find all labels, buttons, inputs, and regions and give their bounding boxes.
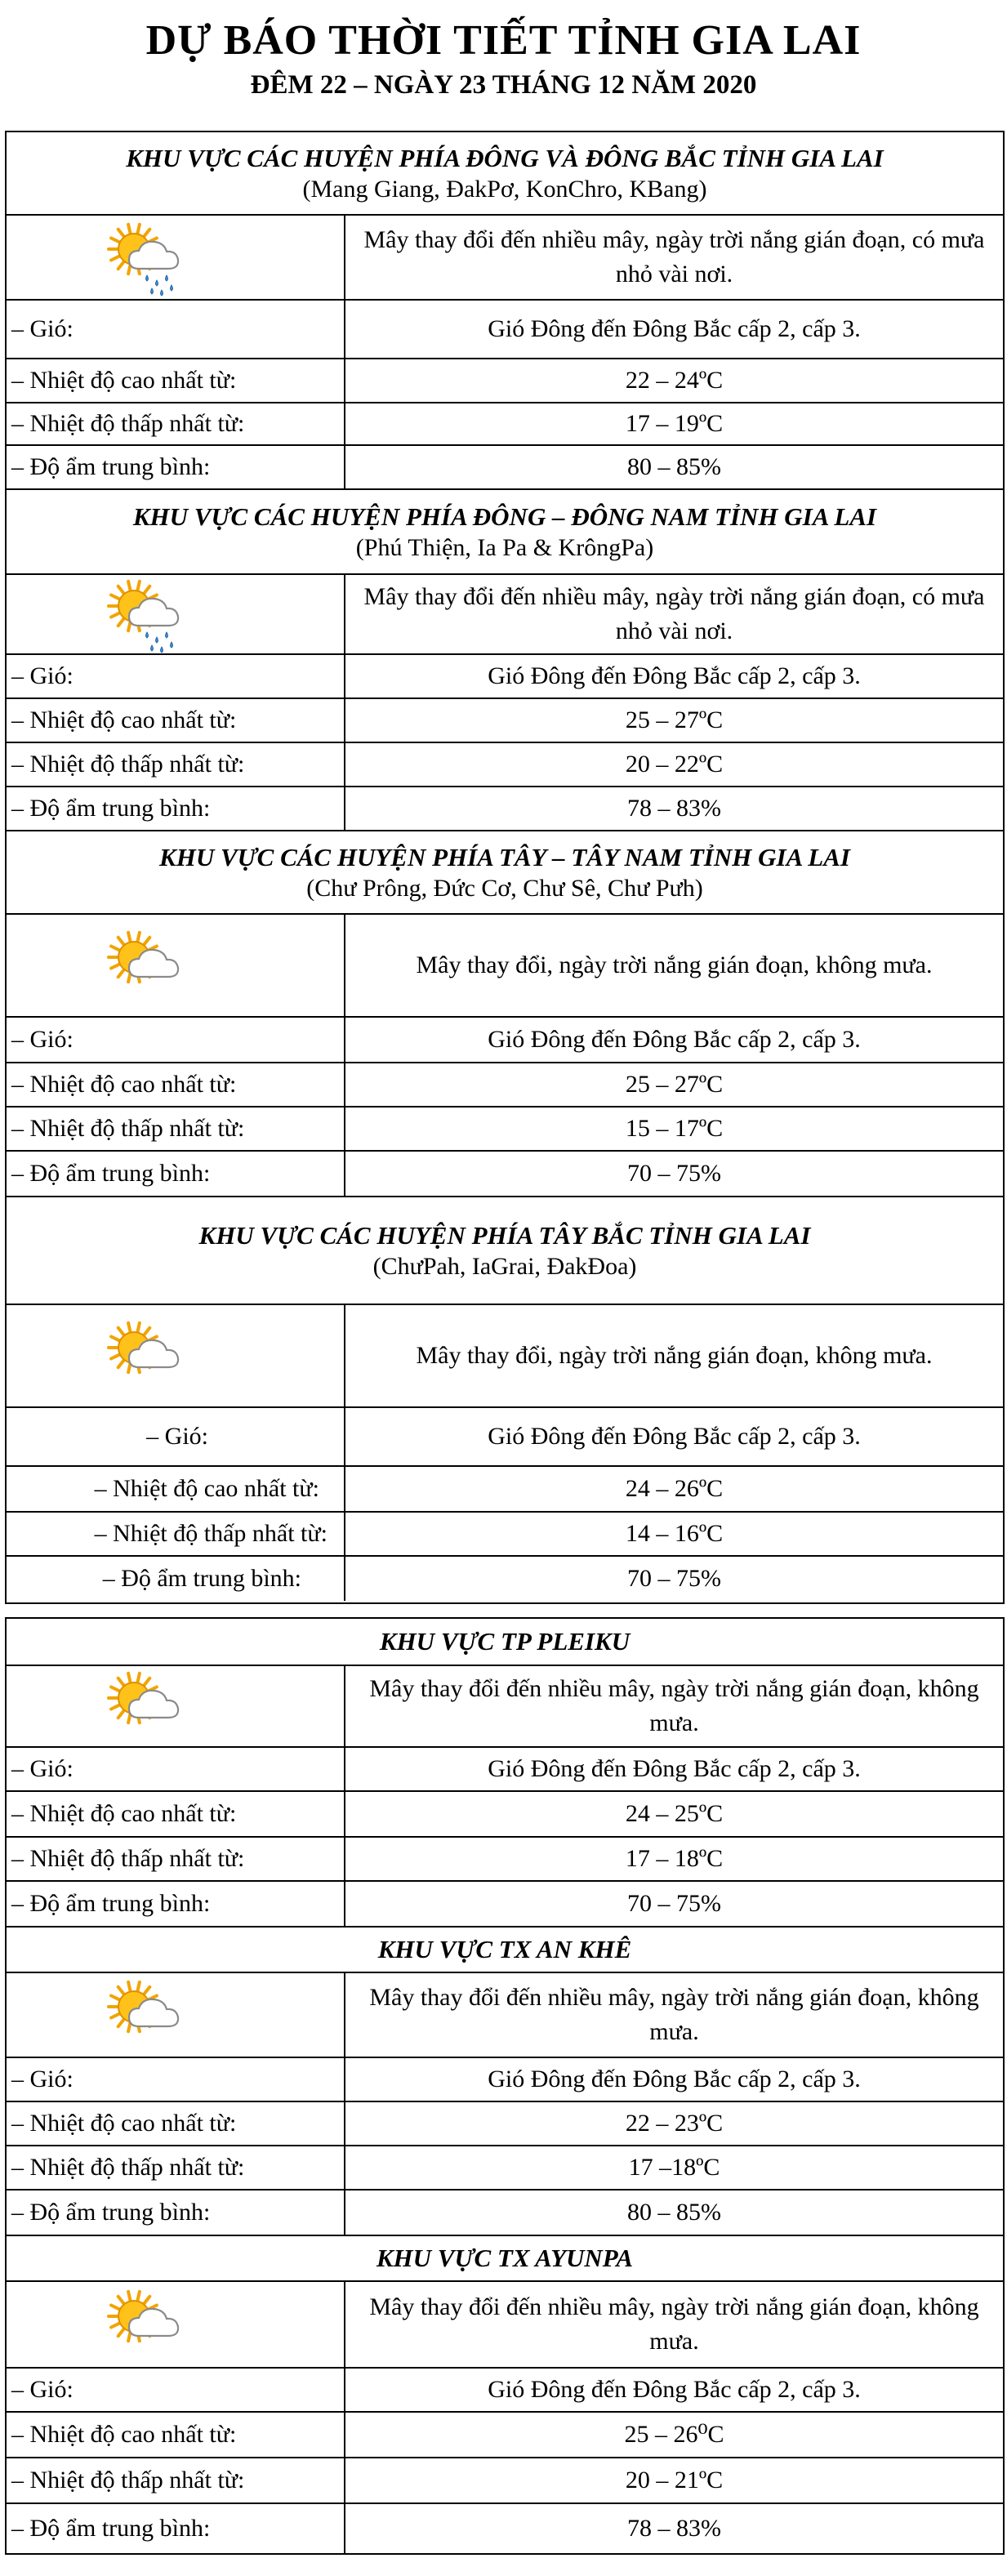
humidity-label: – Độ ẩm trung bình: [7, 1557, 345, 1601]
max-temp-label: – Nhiệt độ cao nhất từ: [7, 1063, 345, 1106]
region-districts: (ChưPah, IaGrai, ĐakĐoa) [372, 1253, 637, 1280]
wind-row [7, 655, 1003, 699]
wind-value: Gió Đông đến Đông Bắc cấp 2, cấp 3. [488, 2066, 861, 2092]
weather-description: Mây thay đổi đến nhiều mây, ngày trời nắng gián đoạn, không mưa. [369, 2293, 979, 2355]
sun-cloud-icon [106, 926, 196, 1005]
min-temp-label: – Nhiệt độ thấp nhất từ: [7, 2458, 345, 2502]
region-header [7, 1928, 1003, 1973]
wind-label: – Gió: [7, 2058, 345, 2101]
sun-cloud-rain-icon [106, 575, 196, 653]
min-temp-row [7, 1108, 1003, 1152]
min-temp-value: 20 – 21ºC [625, 2467, 724, 2494]
wind-value: Gió Đông đến Đông Bắc cấp 2, cấp 3. [488, 315, 861, 342]
max-temp-row [7, 1467, 1003, 1513]
humidity-label: – Độ ẩm trung bình: [7, 787, 345, 830]
max-temp-label: – Nhiệt độ cao nhất từ: [7, 2102, 345, 2145]
region-ayunpa [5, 2235, 1005, 2555]
weather-description: Mây thay đổi đến nhiều mây, ngày trời nắng gián đoạn, có mưa nhỏ vài nơi. [363, 226, 985, 287]
region-title: KHU VỰC CÁC HUYỆN PHÍA TÂY BẮC TỈNH GIA LAI [198, 1221, 811, 1250]
region-districts: (Phú Thiện, Ia Pa & KrôngPa) [355, 534, 654, 561]
weather-row [7, 915, 1003, 1018]
max-temp-row [7, 2102, 1003, 2146]
min-temp-value: 17 –18ºC [628, 2154, 720, 2181]
wind-row [7, 301, 1003, 359]
humidity-label: – Độ ẩm trung bình: [7, 1882, 345, 1926]
humidity-value: 70 – 75% [627, 1890, 721, 1917]
wind-label: – Gió: [7, 1748, 345, 1790]
weather-icon-cell [7, 2282, 345, 2367]
max-temp-label: – Nhiệt độ cao nhất từ: [7, 1467, 345, 1511]
sun-cloud-icon [106, 1667, 196, 1745]
weather-row [7, 1973, 1003, 2058]
weather-icon-cell [7, 575, 345, 653]
weather-row [7, 216, 1003, 301]
region-header [7, 1619, 1003, 1666]
min-temp-value: 14 – 16ºC [625, 1520, 724, 1547]
min-temp-row [7, 2458, 1003, 2504]
sun-cloud-icon [106, 1976, 196, 2054]
min-temp-label: – Nhiệt độ thấp nhất từ: [7, 2146, 345, 2189]
min-temp-label: – Nhiệt độ thấp nhất từ: [7, 743, 345, 786]
max-temp-value: 25 – 26⁰C [624, 2421, 724, 2448]
max-temp-row [7, 1063, 1003, 1108]
min-temp-row [7, 403, 1003, 446]
humidity-value: 78 – 83% [627, 795, 721, 822]
min-temp-label: – Nhiệt độ thấp nhất từ: [7, 1513, 345, 1555]
min-temp-value: 15 – 17ºC [625, 1115, 724, 1142]
region-an-khe [5, 1926, 1005, 2236]
weather-description: Mây thay đổi, ngày trời nắng gián đoạn, không mưa. [416, 952, 933, 978]
max-temp-row [7, 2413, 1003, 2458]
region-header [7, 831, 1003, 915]
humidity-value: 80 – 85% [627, 453, 721, 480]
weather-description: Mây thay đổi đến nhiều mây, ngày trời nắng gián đoạn, không mưa. [369, 1984, 979, 2045]
sun-cloud-icon [106, 2285, 196, 2364]
humidity-value: 80 – 85% [627, 2199, 721, 2226]
weather-icon-cell [7, 1666, 345, 1746]
wind-value: Gió Đông đến Đông Bắc cấp 2, cấp 3. [488, 1423, 861, 1450]
region-title: KHU VỰC TP PLEIKU [379, 1627, 630, 1656]
wind-value: Gió Đông đến Đông Bắc cấp 2, cấp 3. [488, 662, 861, 689]
min-temp-label: – Nhiệt độ thấp nhất từ: [7, 1108, 345, 1150]
region-header [7, 1197, 1003, 1305]
region-title: KHU VỰC CÁC HUYỆN PHÍA ĐÔNG – ĐÔNG NAM TỈNH GIA LAI [132, 502, 877, 531]
region-west-southwest [5, 830, 1005, 1197]
weather-description: Mây thay đổi đến nhiều mây, ngày trời nắng gián đoạn, không mưa. [369, 1675, 979, 1736]
wind-label: – Gió: [7, 655, 345, 697]
region-header [7, 490, 1003, 575]
region-pleiku [5, 1617, 1005, 1928]
humidity-value: 70 – 75% [627, 1160, 721, 1187]
min-temp-value: 17 – 19ºC [625, 410, 724, 437]
humidity-value: 78 – 83% [627, 2515, 721, 2542]
max-temp-row [7, 1792, 1003, 1838]
weather-row [7, 1666, 1003, 1748]
region-title: KHU VỰC TX AN KHÊ [377, 1935, 632, 1963]
min-temp-label: – Nhiệt độ thấp nhất từ: [7, 1838, 345, 1880]
region-east-northeast [5, 131, 1005, 490]
min-temp-row [7, 1838, 1003, 1882]
page-title: DỰ BÁO THỜI TIẾT TỈNH GIA LAI [145, 17, 862, 64]
max-temp-value: 25 – 27ºC [625, 706, 724, 733]
weather-description: Mây thay đổi, ngày trời nắng gián đoạn, không mưa. [416, 1342, 933, 1369]
min-temp-row [7, 1513, 1003, 1557]
humidity-row [7, 2504, 1003, 2553]
humidity-row [7, 787, 1003, 830]
region-title: KHU VỰC CÁC HUYỆN PHÍA ĐÔNG VÀ ĐÔNG BẮC TỈNH GIA LAI [126, 144, 884, 172]
region-districts: (Mang Giang, ĐakPơ, KonChro, KBang) [302, 176, 707, 203]
weather-icon-cell [7, 915, 345, 1016]
humidity-label: – Độ ẩm trung bình: [7, 2504, 345, 2553]
humidity-row [7, 1557, 1003, 1601]
region-northwest [5, 1196, 1005, 1604]
wind-row [7, 2369, 1003, 2413]
weather-row [7, 1305, 1003, 1408]
max-temp-row [7, 359, 1003, 403]
max-temp-label: – Nhiệt độ cao nhất từ: [7, 1792, 345, 1836]
weather-icon-cell [7, 1305, 345, 1406]
region-title: KHU VỰC CÁC HUYỆN PHÍA TÂY – TÂY NAM TỈNH GIA LAI [159, 843, 850, 871]
humidity-value: 70 – 75% [627, 1565, 721, 1592]
wind-row [7, 2058, 1003, 2102]
max-temp-value: 22 – 23ºC [625, 2110, 724, 2137]
max-temp-value: 25 – 27ºC [625, 1071, 724, 1098]
sun-cloud-rain-icon [106, 218, 196, 296]
region-header [7, 2236, 1003, 2282]
region-east-southeast [5, 488, 1005, 831]
min-temp-value: 20 – 22ºC [625, 751, 724, 778]
weather-icon-cell [7, 216, 345, 299]
weather-icon-cell [7, 1973, 345, 2057]
min-temp-row [7, 743, 1003, 787]
max-temp-label: – Nhiệt độ cao nhất từ: [7, 2413, 345, 2457]
humidity-row [7, 2190, 1003, 2235]
max-temp-value: 24 – 26ºC [625, 1475, 724, 1502]
wind-value: Gió Đông đến Đông Bắc cấp 2, cấp 3. [488, 1026, 861, 1053]
region-header [7, 132, 1003, 216]
page-subtitle: ĐÊM 22 – NGÀY 23 THÁNG 12 NĂM 2020 [250, 70, 757, 100]
weather-description: Mây thay đổi đến nhiều mây, ngày trời nắng gián đoạn, có mưa nhỏ vài nơi. [363, 583, 985, 644]
region-title: KHU VỰC TX AYUNPA [376, 2244, 634, 2272]
wind-label: – Gió: [7, 1018, 345, 1062]
min-temp-label: – Nhiệt độ thấp nhất từ: [7, 403, 345, 444]
max-temp-value: 22 – 24ºC [625, 367, 724, 394]
wind-value: Gió Đông đến Đông Bắc cấp 2, cấp 3. [488, 1755, 861, 1782]
wind-label: – Gió: [7, 1408, 345, 1465]
humidity-row [7, 1882, 1003, 1926]
min-temp-value: 17 – 18ºC [625, 1845, 724, 1872]
sun-cloud-icon [106, 1317, 196, 1395]
max-temp-label: – Nhiệt độ cao nhất từ: [7, 359, 345, 402]
wind-row [7, 1408, 1003, 1467]
wind-row [7, 1018, 1003, 1063]
wind-value: Gió Đông đến Đông Bắc cấp 2, cấp 3. [488, 2376, 861, 2403]
humidity-row [7, 1152, 1003, 1196]
humidity-label: – Độ ẩm trung bình: [7, 2190, 345, 2235]
min-temp-row [7, 2146, 1003, 2190]
humidity-label: – Độ ẩm trung bình: [7, 446, 345, 488]
region-districts: (Chư Prông, Đức Cơ, Chư Sê, Chư Pưh) [306, 875, 703, 902]
humidity-row [7, 446, 1003, 488]
max-temp-value: 24 – 25ºC [625, 1800, 724, 1827]
weather-row [7, 575, 1003, 655]
wind-row [7, 1748, 1003, 1792]
max-temp-row [7, 699, 1003, 743]
wind-label: – Gió: [7, 2369, 345, 2411]
wind-label: – Gió: [7, 301, 345, 358]
humidity-label: – Độ ẩm trung bình: [7, 1152, 345, 1196]
max-temp-label: – Nhiệt độ cao nhất từ: [7, 699, 345, 742]
weather-row [7, 2282, 1003, 2369]
